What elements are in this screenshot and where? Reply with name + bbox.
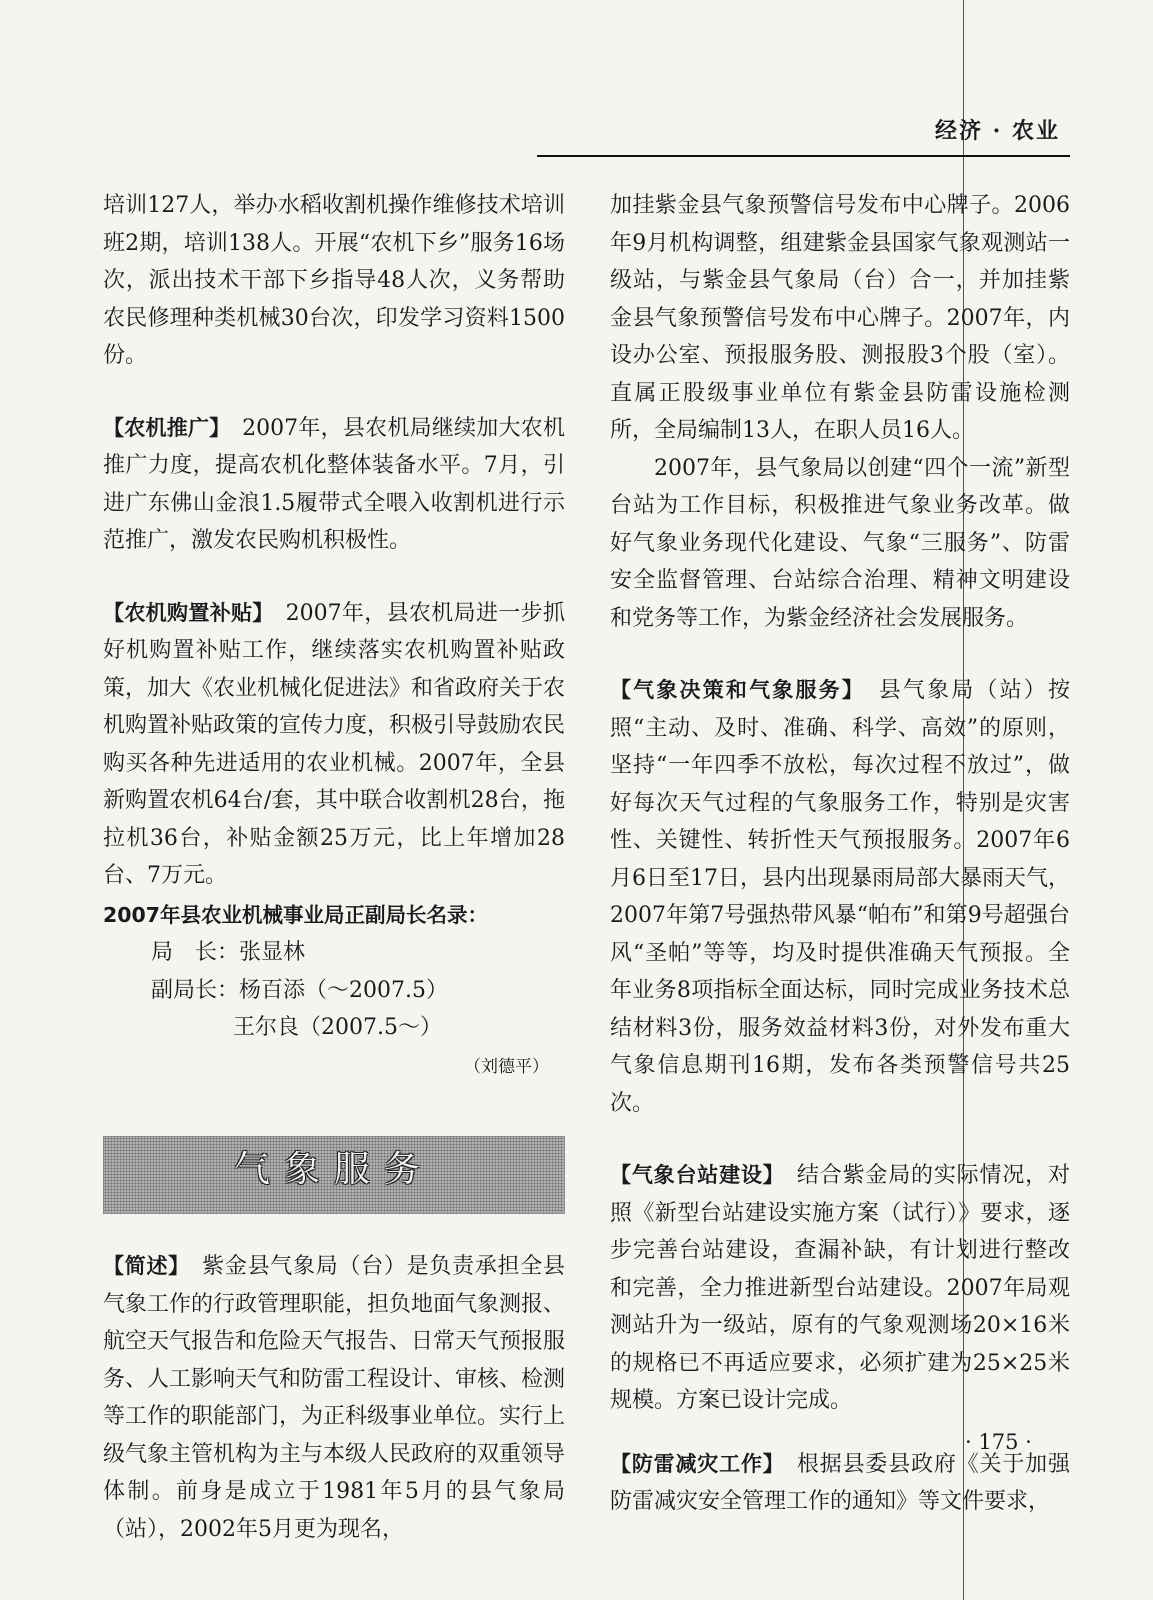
tag-lightning: 【防雷减灾工作】 <box>610 1451 775 1476</box>
tag-overview: 【简述】 <box>103 1254 180 1278</box>
roster-title: 2007年县农业机械事业局正副局长名录： <box>103 902 489 927</box>
paragraph-lightning <box>610 1446 1070 1521</box>
text-promotion: 2007年，县农机局继续加大农机推广力度，提高农机化整体装备水平。7月，引进广东佛山金浪1.5履带式全喂入收割机进行示范推广，激发农民购机积极性。 <box>103 415 565 553</box>
text-decision-service: 县气象局（站）按照“主动、及时、准确、科学、高效”的原则，坚持“一年四季不放松，每次过程不放过”，做好每次天气过程的气象服务工作，特别是灾害性、关键性、转折性天气预报服务。2007年6月6日至17日，县内出现暴雨局部大暴雨天气，2007年第7号强热带风暴“帕布”和第9号超强台风“圣帕”等等，均及时提供准确天气预报。全年业务8项指标全面达标，同时完成业务技术总结材料3份，服务效益材料3份，对外发布重大气象信息期刊16期，发布各类预警信号共25次。 <box>610 678 1070 1116</box>
paragraph-training: 培训127人，举办水稻收割机操作维修技术培训班2期，培训138人。开展“农机下乡”服务16场次，派出技术干部下乡指导48人次，义务帮助农民修理种类机械30台次，印发学习资料1500份。 <box>103 193 565 368</box>
roster-deputy-2: 王尔良（2007.5～） <box>233 1015 442 1040</box>
page-number: · 175 · <box>965 1430 1032 1454</box>
text-overview: 紫金县气象局（台）是负责承担全县气象工作的行政管理职能，担负地面气象测报、航空天气报告和危险天气报告、日常天气预报服务、人工影响天气和防雷工程设计、审核、检测等工作的职能部门，为正科级事业单位。实行上级气象主管机构为主与本级人民政府的双重领导体制。前身是成立于1981年5月的县气象局（站），2002年5月更为现名， <box>103 1254 566 1542</box>
right-column <box>610 187 1070 1521</box>
section-title: 气象服务 <box>233 1149 434 1190</box>
paragraph-station-construction <box>610 1157 1070 1420</box>
text-station-construction: 结合紫金局的实际情况，对照《新型台站建设实施方案（试行）》要求，逐步完善台站建设，查漏补缺，有计划进行整改和完善，全力推进新型台站建设。2007年局观测站升为一级站，原有的气象观测场20×16米的规格已不再适应要求，必须扩建为25×25米规模。方案已设计完成。 <box>610 1163 1070 1413</box>
tag-decision-service: 【气象决策和气象服务】 <box>610 678 855 702</box>
left-column <box>103 187 565 1548</box>
paragraph-subsidy <box>103 595 565 895</box>
text-lightning: 根据县委县政府《关于加强防雷减灾安全管理工作的通知》等文件要求， <box>610 1451 1070 1514</box>
running-header: 经济 · 农业 <box>935 118 1060 144</box>
tag-promotion: 【农机推广】 <box>103 415 220 440</box>
tag-station-construction: 【气象台站建设】 <box>610 1163 775 1187</box>
paragraph-decision-service <box>610 672 1070 1122</box>
paragraph-goals: 2007年，县气象局以创建“四个一流”新型台站为工作目标，积极推进气象业务改革。做好气象业务现代化建设、气象“三服务”、防雷安全监督管理、台站综合治理、精神文明建设和党务等工作，为紫金经济社会发展服务。 <box>610 455 1070 631</box>
paragraph-overview <box>103 1248 565 1548</box>
section-banner <box>103 1136 565 1214</box>
author-credit: （刘德平） <box>464 1056 549 1077</box>
paragraph-institution: 加挂紫金县气象预警信号发布中心牌子。2006年9月机构调整，组建紫金县国家气象观测站一级站，与紫金县气象局（台）合一，并加挂紫金县气象预警信号发布中心牌子。2007年，内设办公室、预报服务股、测报股3个股（室）。直属正股级事业单位有紫金县防雷设施检测所，全局编制13人，在职人员16人。 <box>610 193 1070 443</box>
roster-director: 局 长：张显林 <box>151 940 306 965</box>
paragraph-promotion <box>103 410 565 560</box>
roster-deputy-1: 副局长：杨百添（～2007.5） <box>151 977 448 1003</box>
text-subsidy: 2007年，县农机局进一步抓好机购置补贴工作，继续落实农机购置补贴政策，加大《农业机械化促进法》和省政府关于农机购置补贴政策的宣传力度，积极引导鼓励农民购买各种先进适用的农业机械。2007年，全县新购置农机64台/套，其中联合收割机28台，拖拉机36台，补贴金额25万元，比上年增加28台、7万元。 <box>103 600 566 888</box>
header-rule <box>537 155 1070 157</box>
tag-subsidy: 【农机购置补贴】 <box>103 600 264 625</box>
